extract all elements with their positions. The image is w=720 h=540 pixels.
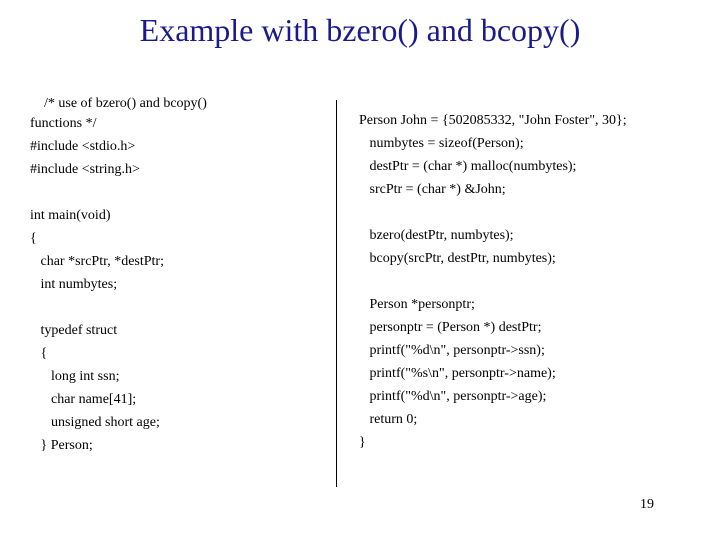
code-line: numbytes = sizeof(Person); <box>359 136 524 151</box>
code-line: { <box>30 346 48 361</box>
code-line: personptr = (Person *) destPtr; <box>359 320 542 335</box>
code-line: { <box>30 231 37 246</box>
code-line: srcPtr = (char *) &John; <box>359 182 506 197</box>
code-line: bcopy(srcPtr, destPtr, numbytes); <box>359 251 556 266</box>
code-line: Person *personptr; <box>359 297 475 312</box>
code-line: Person John = {502085332, "John Foster", 30}; <box>359 113 627 128</box>
code-line: #include <stdio.h> <box>30 139 136 154</box>
code-line: int main(void) <box>30 208 111 223</box>
code-line: long int ssn; <box>30 369 120 384</box>
page-number: 19 <box>640 497 654 512</box>
code-line: char *srcPtr, *destPtr; <box>30 254 164 269</box>
code-line: destPtr = (char *) malloc(numbytes); <box>359 159 577 174</box>
code-line: printf("%d\n", personptr->ssn); <box>359 343 545 358</box>
code-line: int numbytes; <box>30 277 118 292</box>
code-line: bzero(destPtr, numbytes); <box>359 228 514 243</box>
code-line: char name[41]; <box>30 392 137 407</box>
code-line: } <box>359 435 366 450</box>
code-line: unsigned short age; <box>30 415 160 430</box>
code-line: } Person; <box>30 438 93 453</box>
slide-title: Example with bzero() and bcopy() <box>139 12 581 48</box>
code-line: functions */ <box>30 116 97 131</box>
code-line: typedef struct <box>30 323 118 338</box>
code-line: #include <string.h> <box>30 162 140 177</box>
code-line: /* use of bzero() and bcopy() <box>30 96 207 111</box>
column-divider <box>336 100 337 487</box>
code-line: printf("%s\n", personptr->name); <box>359 366 556 381</box>
code-line: printf("%d\n", personptr->age); <box>359 389 547 404</box>
code-line: return 0; <box>359 412 418 427</box>
